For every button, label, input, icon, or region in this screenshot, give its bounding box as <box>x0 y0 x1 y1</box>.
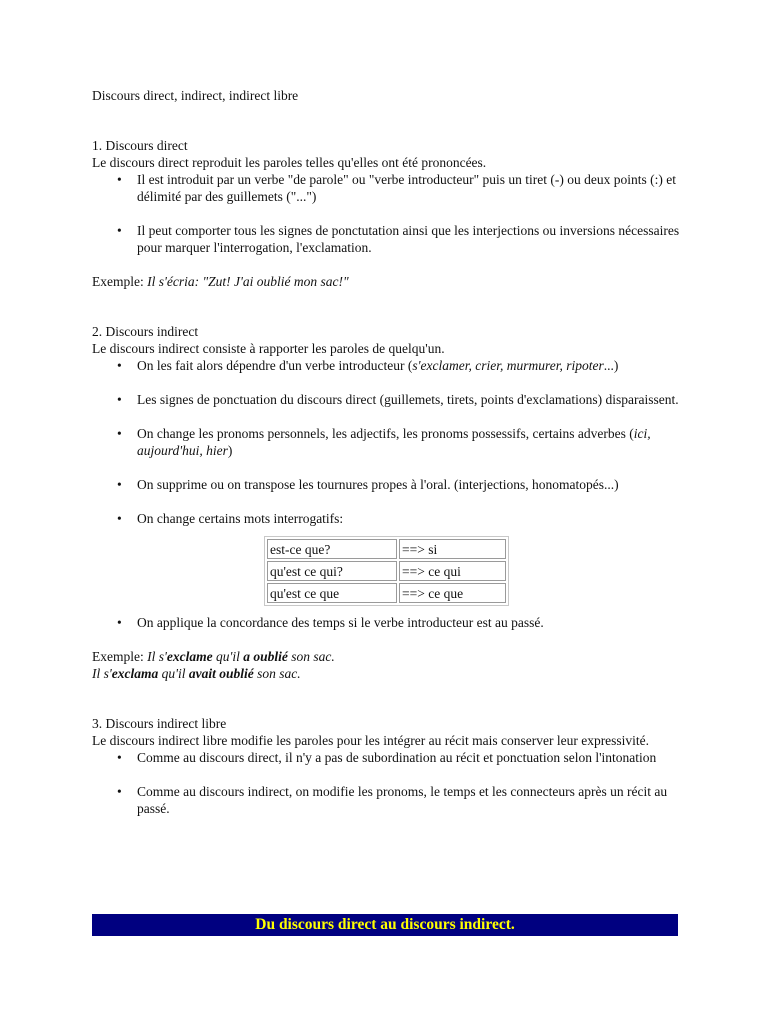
spacer <box>92 682 682 715</box>
table-cell: qu'est ce qui? <box>267 561 397 581</box>
list-item: • Comme au discours direct, il n'y a pas de subordination au récit et ponctuation selon l'intonation <box>137 749 682 766</box>
table-cell: est-ce que? <box>267 539 397 559</box>
list-item: • Il peut comporter tous les signes de ponctutation ainsi que les interjections ou inversions nécessaires pour marquer l'interrogation, l'exclamation. <box>137 222 682 256</box>
document-body <box>92 87 682 834</box>
example-text: Il s'écria: "Zut! J'ai oublié mon sac!" <box>147 274 349 289</box>
list-item: • On change certains mots interrogatifs: <box>137 510 682 527</box>
section-3-heading: 3. Discours indirect libre <box>92 716 227 731</box>
section-1-heading: 1. Discours direct <box>92 138 188 153</box>
list-item: • Il est introduit par un verbe "de parole" ou "verbe introducteur" puis un tiret (-) ou deux points (:) et délimité par des guillemets ("...") <box>137 171 682 205</box>
section-2-heading: 2. Discours indirect <box>92 324 199 339</box>
table-row <box>267 561 506 581</box>
list-item: • On supprime ou on transpose les tournures propes à l'oral. (interjections, honomatopés...) <box>137 476 682 493</box>
table-row <box>267 583 506 603</box>
list-item: • Les signes de ponctuation du discours direct (guillemets, tirets, points d'exclamations) disparaissent. <box>137 391 682 408</box>
list-item: • Comme au discours indirect, on modifie les pronoms, le temps et les connecteurs après un récit au passé. <box>137 783 682 817</box>
section-2-example-2: Il s'exclama qu'il avait oublié son sac. <box>92 666 301 681</box>
list-item: • On les fait alors dépendre d'un verbe introducteur (s'exclamer, crier, murmurer, ripoter...) <box>137 357 682 374</box>
example-label: Exemple: <box>92 274 148 289</box>
table-cell: ==> si <box>399 539 506 559</box>
page-title: Discours direct, indirect, indirect libre <box>92 88 299 103</box>
table-cell: qu'est ce que <box>267 583 397 603</box>
section-2-list-cont <box>92 614 682 631</box>
section-banner: Du discours direct au discours indirect. <box>92 914 678 936</box>
list-item: • On change les pronoms personnels, les adjectifs, les pronoms possessifs, certains adverbes (ici, aujourd'hui, hier) <box>137 425 682 459</box>
section-2-intro: Le discours indirect consiste à rapporter les paroles de quelqu'un. <box>92 341 445 356</box>
table-row <box>267 539 506 559</box>
section-3-intro: Le discours indirect libre modifie les paroles pour les intégrer au récit mais conserver leur expressivité. <box>92 733 650 748</box>
list-item: • On applique la concordance des temps si le verbe introducteur est au passé. <box>137 614 682 631</box>
section-1-example <box>92 273 682 290</box>
table-cell: ==> ce que <box>399 583 506 603</box>
interrogatives-table <box>264 536 509 606</box>
section-2-list <box>92 357 682 527</box>
table-cell: ==> ce qui <box>399 561 506 581</box>
section-2-example-1: Exemple: Il s'exclame qu'il a oublié son sac. <box>92 649 335 664</box>
section-1-list <box>92 171 682 256</box>
section-1-intro: Le discours direct reproduit les paroles telles qu'elles ont été prononcées. <box>92 155 487 170</box>
section-3-list <box>92 749 682 817</box>
spacer <box>92 290 682 323</box>
